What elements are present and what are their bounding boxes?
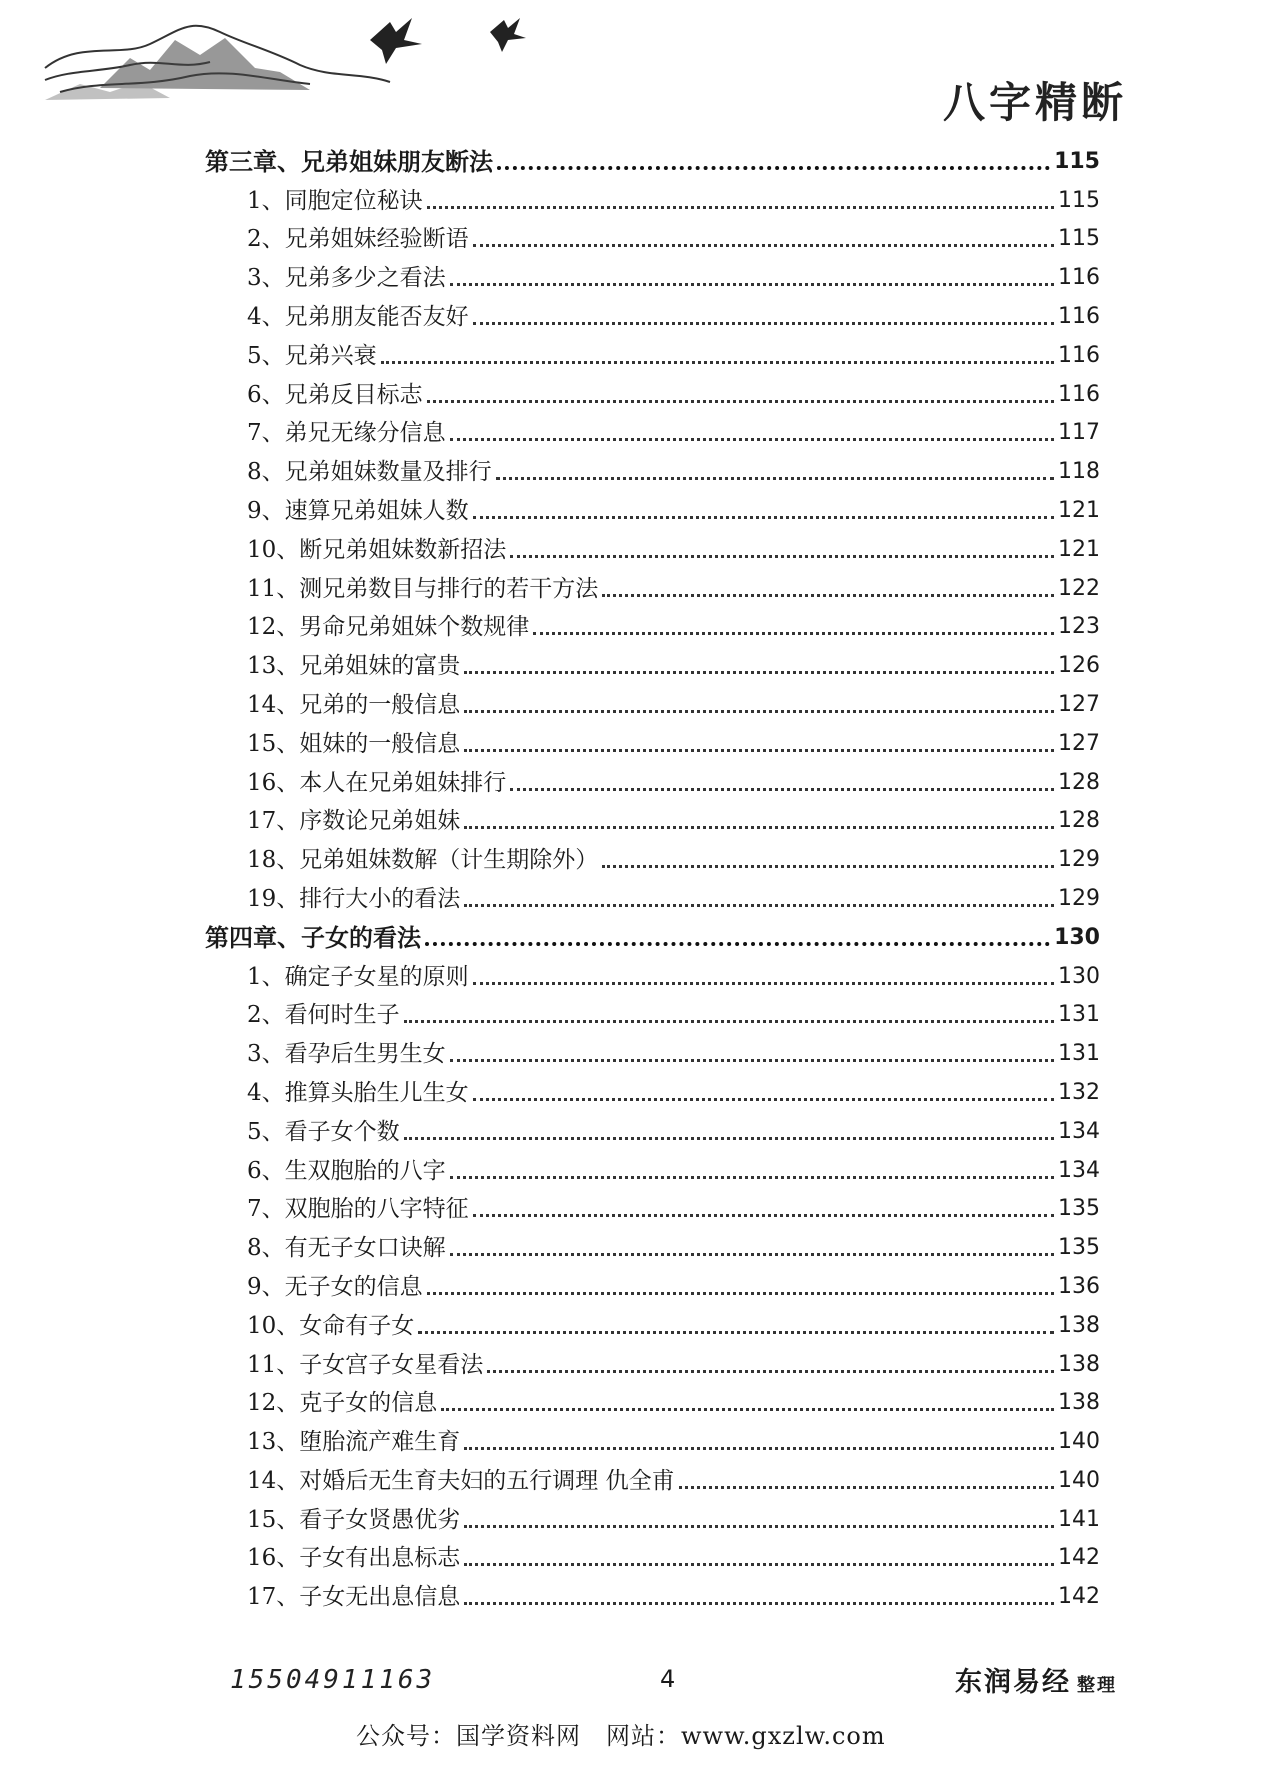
toc-item-row	[205, 759, 1100, 798]
dot-leader	[473, 981, 1054, 985]
toc-entry-label: 19、排行大小的看法	[247, 885, 461, 912]
toc-item-row	[205, 875, 1100, 914]
toc-entry-page: 123	[1058, 614, 1100, 640]
dot-leader	[450, 1252, 1054, 1256]
toc-entry-label: 10、女命有子女	[247, 1312, 415, 1339]
dot-leader	[464, 1446, 1054, 1450]
toc-item-row	[205, 1535, 1100, 1574]
toc-entry-label: 9、速算兄弟姐妹人数	[247, 497, 469, 524]
toc-item-row	[205, 1341, 1100, 1380]
toc-entry-page: 127	[1058, 730, 1100, 756]
toc-entry-page: 127	[1058, 691, 1100, 717]
toc-entry-label: 7、双胞胎的八字特征	[247, 1196, 469, 1223]
toc-item-row	[205, 177, 1100, 216]
toc-entry-page: 132	[1058, 1079, 1100, 1105]
dot-leader	[450, 437, 1054, 441]
toc-entry-label: 11、子女宫子女星看法	[247, 1351, 484, 1378]
dot-leader	[404, 1136, 1054, 1140]
dot-leader	[425, 941, 1050, 946]
dot-leader	[464, 670, 1054, 674]
toc-entry-label: 17、子女无出息信息	[247, 1584, 461, 1611]
toc-entry-page: 116	[1058, 265, 1100, 291]
toc-entry-label: 第三章、兄弟姐妹朋友断法	[205, 146, 493, 176]
toc-entry-page: 142	[1058, 1584, 1100, 1610]
dot-leader	[404, 1019, 1054, 1023]
dot-leader	[450, 1058, 1054, 1062]
footer-website-line: 公众号：国学资料网 网站：www.gxzlw.com	[356, 1722, 886, 1750]
toc-entry-label: 第四章、子女的看法	[205, 922, 421, 952]
dot-leader	[473, 321, 1054, 325]
dot-leader	[602, 593, 1054, 597]
dot-leader	[497, 165, 1050, 170]
toc-entry-page: 131	[1058, 1002, 1100, 1028]
dot-leader	[533, 631, 1054, 635]
dot-leader	[464, 1562, 1054, 1566]
toc-entry-page: 115	[1058, 226, 1100, 252]
footer-credit-suffix: 整理	[1077, 1675, 1117, 1696]
toc-entry-page: 116	[1058, 381, 1100, 407]
toc-entry-label: 14、对婚后无生育夫妇的五行调理 仇全甫	[247, 1467, 675, 1494]
toc-item-row	[205, 604, 1100, 643]
dot-leader	[510, 554, 1054, 558]
toc-entry-page: 131	[1058, 1041, 1100, 1067]
toc-entry-label: 8、有无子女口诀解	[247, 1235, 446, 1262]
toc-entry-label: 3、兄弟多少之看法	[247, 265, 446, 292]
toc-entry-page: 140	[1058, 1467, 1100, 1493]
toc-entry-label: 5、看子女个数	[247, 1118, 400, 1145]
toc-entry-label: 2、看何时生子	[247, 1002, 400, 1029]
toc-entry-page: 134	[1058, 1118, 1100, 1144]
toc-entry-page: 129	[1058, 885, 1100, 911]
toc-entry-page: 129	[1058, 847, 1100, 873]
toc-entry-label: 6、兄弟反目标志	[247, 381, 423, 408]
dot-leader	[450, 282, 1054, 286]
toc-entry-page: 122	[1058, 575, 1100, 601]
dot-leader	[464, 709, 1054, 713]
dot-leader	[510, 787, 1054, 791]
dot-leader	[496, 476, 1054, 480]
dot-leader	[473, 1213, 1054, 1217]
toc-entry-page: 121	[1058, 536, 1100, 562]
toc-entry-label: 17、序数论兄弟姐妹	[247, 808, 461, 835]
toc-chapter-row	[205, 138, 1100, 177]
toc-item-row	[205, 371, 1100, 410]
toc-item-row	[205, 1380, 1100, 1419]
toc-item-row	[205, 1224, 1100, 1263]
table-of-contents	[205, 138, 1100, 1612]
dot-leader	[473, 515, 1054, 519]
footer-credit	[955, 1660, 1117, 1699]
toc-item-row	[205, 1069, 1100, 1108]
toc-item-row	[205, 1302, 1100, 1341]
toc-entry-label: 1、确定子女星的原则	[247, 963, 469, 990]
toc-entry-label: 6、生双胞胎的八字	[247, 1157, 446, 1184]
toc-item-row	[205, 642, 1100, 681]
dot-leader	[450, 1175, 1054, 1179]
toc-item-row	[205, 1263, 1100, 1302]
footer-phone-number: 15504911163	[230, 1665, 436, 1695]
dot-leader	[464, 748, 1054, 752]
toc-item-row	[205, 565, 1100, 604]
toc-entry-label: 4、推算头胎生儿生女	[247, 1079, 469, 1106]
toc-entry-page: 115	[1058, 187, 1100, 213]
dot-leader	[464, 825, 1054, 829]
toc-entry-page: 135	[1058, 1235, 1100, 1261]
toc-entry-page: 130	[1058, 963, 1100, 989]
footer-credit-name: 东润易经	[955, 1667, 1071, 1698]
toc-entry-label: 18、兄弟姐妹数解（计生期除外）	[247, 847, 599, 874]
dot-leader	[464, 1601, 1054, 1605]
toc-entry-label: 1、同胞定位秘诀	[247, 187, 423, 214]
toc-item-row	[205, 992, 1100, 1031]
toc-item-row	[205, 526, 1100, 565]
book-title: 八字精断	[942, 78, 1127, 127]
toc-entry-page: 116	[1058, 342, 1100, 368]
toc-entry-page: 135	[1058, 1196, 1100, 1222]
dot-leader	[464, 903, 1054, 907]
dot-leader	[427, 399, 1054, 403]
toc-entry-page: 128	[1058, 808, 1100, 834]
toc-entry-label: 13、堕胎流产难生育	[247, 1429, 461, 1456]
dot-leader	[473, 243, 1054, 247]
toc-entry-page: 134	[1058, 1157, 1100, 1183]
toc-entry-page: 126	[1058, 653, 1100, 679]
mountain-crane-illustration	[40, 10, 560, 130]
dot-leader	[441, 1407, 1054, 1411]
toc-entry-page: 121	[1058, 497, 1100, 523]
dot-leader	[427, 205, 1054, 209]
dot-leader	[464, 1524, 1054, 1528]
toc-item-row	[205, 487, 1100, 526]
dot-leader	[381, 360, 1054, 364]
dot-leader	[427, 1291, 1054, 1295]
toc-entry-page: 117	[1058, 420, 1100, 446]
toc-entry-page: 130	[1054, 924, 1100, 950]
toc-entry-page: 118	[1058, 459, 1100, 485]
toc-item-row	[205, 410, 1100, 449]
toc-entry-page: 138	[1058, 1312, 1100, 1338]
toc-entry-page: 116	[1058, 303, 1100, 329]
toc-entry-page: 136	[1058, 1273, 1100, 1299]
toc-item-row	[205, 254, 1100, 293]
toc-entry-label: 16、本人在兄弟姐妹排行	[247, 769, 507, 796]
dot-leader	[602, 864, 1054, 868]
toc-item-row	[205, 448, 1100, 487]
toc-entry-page: 138	[1058, 1390, 1100, 1416]
toc-item-row	[205, 1030, 1100, 1069]
toc-entry-label: 15、看子女贤愚优劣	[247, 1506, 461, 1533]
toc-item-row	[205, 953, 1100, 992]
toc-entry-page: 138	[1058, 1351, 1100, 1377]
toc-item-row	[205, 1186, 1100, 1225]
dot-leader	[487, 1369, 1054, 1373]
toc-entry-label: 14、兄弟的一般信息	[247, 691, 461, 718]
toc-entry-page: 142	[1058, 1545, 1100, 1571]
toc-entry-label: 12、克子女的信息	[247, 1390, 438, 1417]
dot-leader	[473, 1097, 1054, 1101]
toc-entry-label: 10、断兄弟姐妹数新招法	[247, 536, 507, 563]
toc-entry-label: 5、兄弟兴衰	[247, 342, 377, 369]
toc-entry-label: 8、兄弟姐妹数量及排行	[247, 459, 492, 486]
toc-entry-page: 140	[1058, 1429, 1100, 1455]
toc-item-row	[205, 1147, 1100, 1186]
toc-entry-label: 2、兄弟姐妹经验断语	[247, 226, 469, 253]
toc-item-row	[205, 681, 1100, 720]
toc-item-row	[205, 293, 1100, 332]
toc-entry-label: 9、无子女的信息	[247, 1273, 423, 1300]
toc-entry-label: 4、兄弟朋友能否友好	[247, 303, 469, 330]
toc-entry-label: 11、测兄弟数目与排行的若干方法	[247, 575, 599, 602]
toc-entry-page: 128	[1058, 769, 1100, 795]
toc-item-row	[205, 216, 1100, 255]
toc-item-row	[205, 1108, 1100, 1147]
toc-item-row	[205, 836, 1100, 875]
toc-entry-label: 3、看孕后生男生女	[247, 1041, 446, 1068]
toc-entry-label: 15、姐妹的一般信息	[247, 730, 461, 757]
toc-entry-label: 7、弟兄无缘分信息	[247, 420, 446, 447]
toc-chapter-row	[205, 914, 1100, 953]
toc-entry-page: 115	[1054, 148, 1100, 174]
toc-item-row	[205, 1457, 1100, 1496]
toc-item-row	[205, 720, 1100, 759]
toc-item-row	[205, 798, 1100, 837]
toc-entry-label: 13、兄弟姐妹的富贵	[247, 653, 461, 680]
dot-leader	[679, 1485, 1054, 1489]
footer-page-number: 4	[660, 1665, 676, 1693]
dot-leader	[418, 1330, 1054, 1334]
toc-entry-label: 12、男命兄弟姐妹个数规律	[247, 614, 530, 641]
toc-item-row	[205, 1418, 1100, 1457]
toc-item-row	[205, 1573, 1100, 1612]
toc-entry-page: 141	[1058, 1506, 1100, 1532]
toc-item-row	[205, 1496, 1100, 1535]
toc-entry-label: 16、子女有出息标志	[247, 1545, 461, 1572]
toc-item-row	[205, 332, 1100, 371]
